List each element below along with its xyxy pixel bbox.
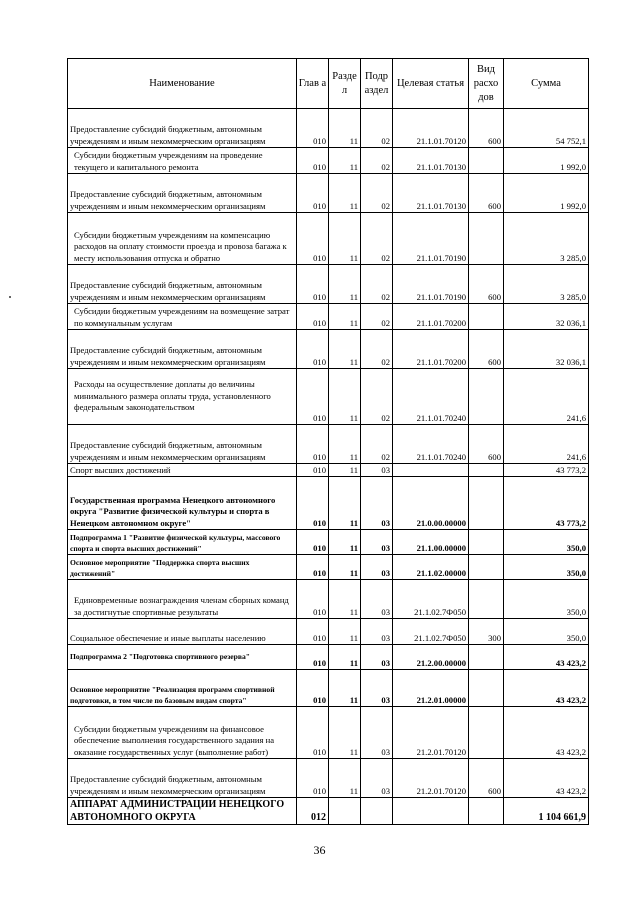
row-target: 21.1.01.70240 [393,425,469,464]
row-vid [469,670,504,707]
row-target [393,798,469,825]
row-sum: 3 285,0 [504,213,589,265]
header-glava: Глав а [297,59,329,109]
row-name: Расходы на осуществление доплаты до величины минимального размера оплаты труда, установленного федеральным законодательством [68,369,297,425]
row-sum: 43 773,2 [504,464,589,477]
row-glava: 010 [297,464,329,477]
row-sum: 1 992,0 [504,174,589,213]
row-target: 21.1.01.70190 [393,213,469,265]
row-razdel: 11 [329,464,361,477]
row-glava: 010 [297,304,329,330]
row-sum: 43 423,2 [504,645,589,670]
row-vid: 600 [469,425,504,464]
page-number: 36 [313,843,326,857]
table-row [68,530,589,555]
row-glava: 010 [297,425,329,464]
row-glava: 010 [297,330,329,369]
row-sum: 350,0 [504,619,589,645]
row-razdel: 11 [329,265,361,304]
row-razdel: 11 [329,109,361,148]
row-target: 21.2.01.70120 [393,707,469,759]
row-razdel: 11 [329,425,361,464]
row-vid [469,798,504,825]
header-razdel: Разде л [329,59,361,109]
row-razdel: 11 [329,148,361,174]
row-razdel: 11 [329,645,361,670]
row-target: 21.2.01.70120 [393,759,469,798]
row-sum: 241,6 [504,369,589,425]
row-target: 21.1.01.70130 [393,174,469,213]
row-podrazdel: 03 [361,645,393,670]
row-vid [469,369,504,425]
row-podrazdel: 02 [361,148,393,174]
row-podrazdel: 02 [361,425,393,464]
table-row [68,477,589,530]
row-sum: 43 423,2 [504,707,589,759]
row-name: Предоставление субсидий бюджетным, автономным учреждениям и иным некоммерческим организациям [68,425,297,464]
row-sum: 1 104 661,9 [504,798,589,825]
row-name: Социальное обеспечение и иные выплаты населению [68,619,297,645]
row-target: 21.2.01.00000 [393,670,469,707]
row-podrazdel: 03 [361,464,393,477]
row-vid [469,645,504,670]
row-podrazdel: 02 [361,174,393,213]
row-podrazdel: 02 [361,330,393,369]
row-glava: 010 [297,369,329,425]
row-sum: 350,0 [504,530,589,555]
row-podrazdel: 02 [361,265,393,304]
row-name: Предоставление субсидий бюджетным, автономным учреждениям и иным некоммерческим организациям [68,330,297,369]
header-name: Наименование [68,59,297,109]
row-sum: 350,0 [504,555,589,580]
row-podrazdel [361,798,393,825]
row-glava: 010 [297,174,329,213]
row-name: Подпрограмма 2 "Подготовка спортивного резерва" [68,645,297,670]
row-vid: 300 [469,619,504,645]
table-row [68,265,589,304]
row-podrazdel: 02 [361,304,393,330]
header-vid: Вид расхо дов [469,59,504,109]
row-vid: 600 [469,759,504,798]
row-glava: 010 [297,530,329,555]
row-name: Спорт высших достижений [68,464,297,477]
row-podrazdel: 03 [361,580,393,619]
row-glava: 012 [297,798,329,825]
row-sum: 350,0 [504,580,589,619]
row-glava: 010 [297,213,329,265]
row-sum: 54 752,1 [504,109,589,148]
table-row [68,645,589,670]
row-vid: 600 [469,174,504,213]
row-glava: 010 [297,619,329,645]
row-glava: 010 [297,148,329,174]
table-row [68,148,589,174]
row-podrazdel: 03 [361,555,393,580]
row-target: 21.1.01.70120 [393,109,469,148]
row-glava: 010 [297,477,329,530]
table-row [68,759,589,798]
row-razdel: 11 [329,619,361,645]
row-vid [469,707,504,759]
row-name: Подпрограмма 1 "Развитие физической культуры, массового спорта и спорта высших достижений" [68,530,297,555]
table-row [68,369,589,425]
row-name: Основное мероприятие "Поддержка спорта высших достижений" [68,555,297,580]
row-vid [469,555,504,580]
row-vid [469,213,504,265]
row-target: 21.1.02.7Ф050 [393,580,469,619]
row-glava: 010 [297,670,329,707]
header-sum: Сумма [504,59,589,109]
row-target: 21.1.01.70130 [393,148,469,174]
row-target: 21.2.00.00000 [393,645,469,670]
row-vid [469,477,504,530]
row-name: Субсидии бюджетным учреждениям на компенсацию расходов на оплату стоимости проезда и провоза багажа к месту использования отпуска и обратно [68,213,297,265]
row-vid: 600 [469,109,504,148]
row-vid [469,148,504,174]
row-name: Предоставление субсидий бюджетным, автономным учреждениям и иным некоммерческим организациям [68,759,297,798]
row-razdel: 11 [329,555,361,580]
row-name: Субсидии бюджетным учреждениям на финансовое обеспечение выполнения государственного задания на оказание государственных услуг (выполнение работ) [68,707,297,759]
row-sum: 43 423,2 [504,759,589,798]
table-row [68,670,589,707]
row-vid [469,530,504,555]
row-razdel: 11 [329,530,361,555]
table-row [68,304,589,330]
row-podrazdel: 02 [361,213,393,265]
table-row [68,425,589,464]
row-podrazdel: 02 [361,369,393,425]
budget-table [67,58,589,825]
table-row [68,213,589,265]
row-glava: 010 [297,555,329,580]
row-name: Предоставление субсидий бюджетным, автономным учреждениям и иным некоммерческим организациям [68,265,297,304]
row-target: 21.1.02.00000 [393,555,469,580]
row-name: Субсидии бюджетным учреждениям на возмещение затрат по коммунальным услугам [68,304,297,330]
table-row [68,619,589,645]
row-razdel: 11 [329,304,361,330]
row-razdel: 11 [329,477,361,530]
row-podrazdel: 03 [361,707,393,759]
table-row [68,174,589,213]
row-podrazdel: 02 [361,109,393,148]
row-vid [469,464,504,477]
row-sum: 32 036,1 [504,304,589,330]
row-name: Единовременные вознаграждения членам сборных команд за достигнутые спортивные результаты [68,580,297,619]
table-header-row [68,59,589,109]
row-name: Предоставление субсидий бюджетным, автономным учреждениям и иным некоммерческим организациям [68,109,297,148]
row-razdel: 11 [329,759,361,798]
row-sum: 43 423,2 [504,670,589,707]
row-glava: 010 [297,265,329,304]
row-vid: 600 [469,265,504,304]
row-sum: 241,6 [504,425,589,464]
row-sum: 43 773,2 [504,477,589,530]
table-row [68,580,589,619]
row-name: Основное мероприятие "Реализация программ спортивной подготовки, в том числе по базовым видам спорта" [68,670,297,707]
row-podrazdel: 03 [361,670,393,707]
row-podrazdel: 03 [361,759,393,798]
table-row [68,330,589,369]
row-glava: 010 [297,707,329,759]
row-target: 21.1.00.00000 [393,530,469,555]
header-podrazdel: Подр аздел [361,59,393,109]
row-podrazdel: 03 [361,530,393,555]
scan-speck [9,296,11,298]
row-razdel: 11 [329,369,361,425]
header-target: Целевая статья [393,59,469,109]
row-target: 21.1.01.70240 [393,369,469,425]
row-target: 21.1.01.70200 [393,304,469,330]
row-razdel: 11 [329,580,361,619]
row-razdel: 11 [329,670,361,707]
row-name: АППАРАТ АДМИНИСТРАЦИИ НЕНЕЦКОГО АВТОНОМНОГО ОКРУГА [68,798,297,825]
row-razdel: 11 [329,330,361,369]
table-row [68,798,589,825]
table-row [68,464,589,477]
row-sum: 32 036,1 [504,330,589,369]
row-vid [469,304,504,330]
row-glava: 010 [297,109,329,148]
table-row [68,109,589,148]
row-razdel [329,798,361,825]
row-target: 21.1.01.70200 [393,330,469,369]
row-target: 21.1.02.7Ф050 [393,619,469,645]
row-glava: 010 [297,580,329,619]
row-vid [469,580,504,619]
table-row [68,707,589,759]
row-podrazdel: 03 [361,477,393,530]
row-razdel: 11 [329,213,361,265]
row-podrazdel: 03 [361,619,393,645]
row-name: Государственная программа Ненецкого автономного округа "Развитие физической культуры и спорта в Ненецком автономном округе" [68,477,297,530]
row-sum: 3 285,0 [504,265,589,304]
row-glava: 010 [297,645,329,670]
row-vid: 600 [469,330,504,369]
row-name: Субсидии бюджетным учреждениям на проведение текущего и капитального ремонта [68,148,297,174]
row-target: 21.0.00.00000 [393,477,469,530]
table-row [68,555,589,580]
row-name: Предоставление субсидий бюджетным, автономным учреждениям и иным некоммерческим организациям [68,174,297,213]
row-target [393,464,469,477]
row-razdel: 11 [329,174,361,213]
row-sum: 1 992,0 [504,148,589,174]
row-target: 21.1.01.70190 [393,265,469,304]
row-glava: 010 [297,759,329,798]
row-razdel: 11 [329,707,361,759]
